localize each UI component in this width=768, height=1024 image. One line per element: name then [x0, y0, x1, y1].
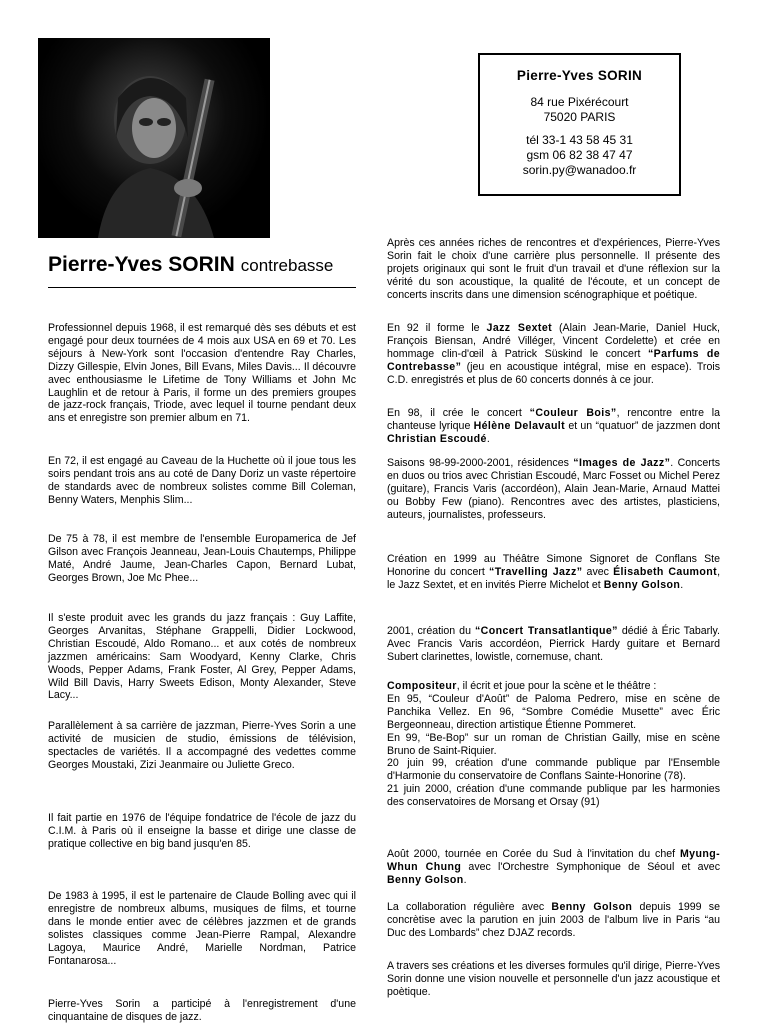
page-title — [48, 253, 356, 277]
highlight: “Concert Transatlantique” — [474, 625, 618, 637]
highlight: Jazz Sextet — [486, 322, 553, 334]
highlight: Benny Golson — [387, 873, 464, 886]
artist-instrument: contrebasse — [240, 256, 334, 275]
bio-paragraph: La collaboration régulière avec Benny Golson depuis 1999 se concrètise avec la parution en juin 2003 de l'album live in Paris “au Duc des Lombards” chez DJAZ records. — [387, 901, 720, 939]
contact-city: 75020 PARIS — [543, 110, 616, 124]
highlight: Christian Escoudé — [387, 432, 487, 445]
highlight: “Travelling Jazz” — [489, 565, 583, 578]
bio-paragraph: Parallèlement à sa carrière de jazzman, Pierre-Yves Sorin a une activité de musicien de studio, émissions de télévision, spectacles de variétés. Il a accompagné des vedettes comme Georges Moustaki, Zizi Jeanmaire ou Juliette Greco. — [48, 720, 356, 771]
contact-phone: tél 33-1 43 58 45 31 — [526, 133, 633, 147]
bio-paragraph: De 75 à 78, il est membre de l'ensemble Europamerica de Jef Gilson avec François Jeanneau, Jean-Louis Chautemps, Philippe Maté, André Jaume, Jean-Charles Capon, Bernard Lubat, Georges Brown, Joe Mc Phee... — [48, 533, 356, 584]
contact-street: 84 rue Pixérécourt — [530, 95, 629, 109]
artist-name: Pierre-Yves SORIN — [48, 253, 235, 276]
bio-paragraph: Il s'este produit avec les grands du jazz français : Guy Laffite, Georges Arvanitas, Stéphane Grappelli, Didier Lockwood, Christian Escoudé, Aldo Romano... et aux cotés de nombreux jazzmen américains: Sam Woodyard, Kenny Clarke, Chris Woods, Pepper Adams, Frank Foster, Al Grey, Pepper Adams, Wild Bill Davis, Harry Sweets Edison, Monty Alexander, Steve Lacy... — [48, 612, 356, 702]
highlight: “Couleur Bois” — [529, 407, 617, 419]
contact-mobile: gsm 06 82 38 47 47 — [526, 148, 633, 162]
bio-paragraph: Pierre-Yves Sorin a participé à l'enregistrement d'une cinquantaine de disques de jazz. — [48, 998, 356, 1023]
highlight: Myung-Whun Chung — [387, 848, 720, 873]
highlight: “Parfums de Contrebasse” — [387, 347, 720, 373]
portrait-photo — [38, 38, 270, 238]
bio-paragraph: Saisons 98-99-2000-2001, résidences “Images de Jazz”. Concerts en duos ou trios avec Christian Escoudé, Marc Fosset ou Michel Perez (guitare), Francis Varis (accordéon), Alain Jean-Marie, Arnaud Mattei ou Bobby Few (piano). Rencontres avec des artistes, plasticiens, auteurs, journalistes, professeurs. — [387, 457, 720, 521]
bio-paragraph: A travers ses créations et les diverses formules qu'il dirige, Pierre-Yves Sorin donne une vision nouvelle et personnelle d'un jazz acoustique et poètique. — [387, 960, 720, 998]
contact-email: sorin.py@wanadoo.fr — [522, 163, 637, 177]
highlight: Élisabeth Caumont — [613, 565, 718, 578]
highlight: Compositeur — [387, 680, 457, 692]
double-bass-player-image — [38, 38, 270, 238]
bio-paragraph: Création en 1999 au Théâtre Simone Signoret de Conflans Ste Honorine du concert “Travelling Jazz” avec Élisabeth Caumont, le Jazz Sextet, et en invités Pierre Michelot et Benny Golson. — [387, 553, 721, 591]
contact-address — [480, 95, 679, 125]
bio-paragraph: Après ces années riches de rencontres et d'expériences, Pierre-Yves Sorin fait le choix d'une carrière plus personnelle. Il présente des projets originaux qui sont le fruit d'un travail et d'une réflexion sur la vérité du son acoustique, la qualité de l'écoute, et un concept de concerts inscrits dans une dimension scénographique et poétique. — [387, 237, 720, 301]
bio-paragraph: De 1983 à 1995, il est le partenaire de Claude Bolling avec qui il enregistre de nombreux albums, musiques de films, et tourne dans le monde entier avec de célèbres jazzmen et de grands solistes classiques comme Jean-Pierre Rampal, Alexandre Lagoya, Maurice André, Marielle Nordman, Patrice Fontanarosa... — [48, 890, 356, 967]
contact-box — [478, 53, 681, 196]
highlight: Hélène Delavault — [473, 419, 566, 432]
bio-paragraph: Août 2000, tournée en Corée du Sud à l'invitation du chef Myung-Whun Chung avec l'Orchestre Symphonique de Séoul et avec Benny Golson. — [387, 848, 720, 886]
highlight: Benny Golson — [551, 901, 633, 913]
contact-name: Pierre-Yves SORIN — [516, 68, 643, 83]
highlight: “Images de Jazz” — [573, 457, 671, 469]
highlight: Benny Golson — [603, 578, 681, 591]
bio-paragraph: En 98, il crée le concert “Couleur Bois”, rencontre entre la chanteuse lyrique Hélène Delavault et un “quatuor” de jazzmen dont Christian Escoudé. — [387, 407, 721, 445]
bio-paragraph: En 72, il est engagé au Caveau de la Huchette où il joue tous les soirs pendant trois ans au coté de Dany Doriz un vaste répertoire de standards avec de nombreux solistes comme Bill Coleman, Benny Waters, Menphis Slim... — [48, 455, 356, 506]
title-divider — [48, 287, 356, 288]
bio-paragraph: 2001, création du “Concert Transatlantique” dédié à Éric Tabarly. Avec Francis Varis accordéon, Pierrick Hardy guitare et Bernard Subert clarinettes, lowistle, cornemuse, chant. — [387, 625, 720, 663]
bio-paragraph: Il fait partie en 1976 de l'équipe fondatrice de l'école de jazz du C.I.M. à Paris où il enseigne la basse et dirige une classe de pratique collective en big band jusqu'en 85. — [48, 812, 356, 850]
bio-paragraph: Professionnel depuis 1968, il est remarqué dès ses débuts et est engagé pour deux tournées de 4 mois aux USA en 69 et 70. Les séjours à New-York sont l'occasion d'entendre Ray Charles, Dizzy Gillespie, Elvin Jones, Bill Evans, Miles Davis... Il découvre avec enthousiasme le Lifetime de Tony Williams et John Mc Laughlin et de retour à Paris, il forme un des premiers groupes de jazz-rock français, Triode, avec lequel il tourne pendant deux ans et enregistre son premier album en 71. — [48, 322, 356, 425]
bio-paragraph: En 92 il forme le Jazz Sextet (Alain Jean-Marie, Daniel Huck, François Biensan, André Villéger, Vincent Cordelette) et crée en hommage clin-d'œil à Patrick Süskind le concert “Parfums de Contrebasse” (jeu en acoustique intégral, mise en espace). Trois C.D. enregistrés et plus de 60 concerts donnés à ce jour. — [387, 322, 720, 386]
bio-paragraph: Compositeur, il écrit et joue pour la scène et le théâtre : En 95, “Couleur d'Août” de Paloma Pedrero, mise en scène de Panchika Vellez. En 96, “Sombre Comédie Musette” avec Éric Bergeonneau, direction artistique Étienne Pommeret. En 99, “Be-Bop” sur un roman de Christian Gailly, mise en scène Bruno de Saint-Riquier. 20 juin 99, création d'une commande publique par l'Ensemble d'Harmonie du conservatoire de Conflans Sainte-Honorine (78). 21 juin 2000, création d'une commande publique par les harmonies des conservatoires de Morsang et Orsay (91) — [387, 680, 720, 809]
